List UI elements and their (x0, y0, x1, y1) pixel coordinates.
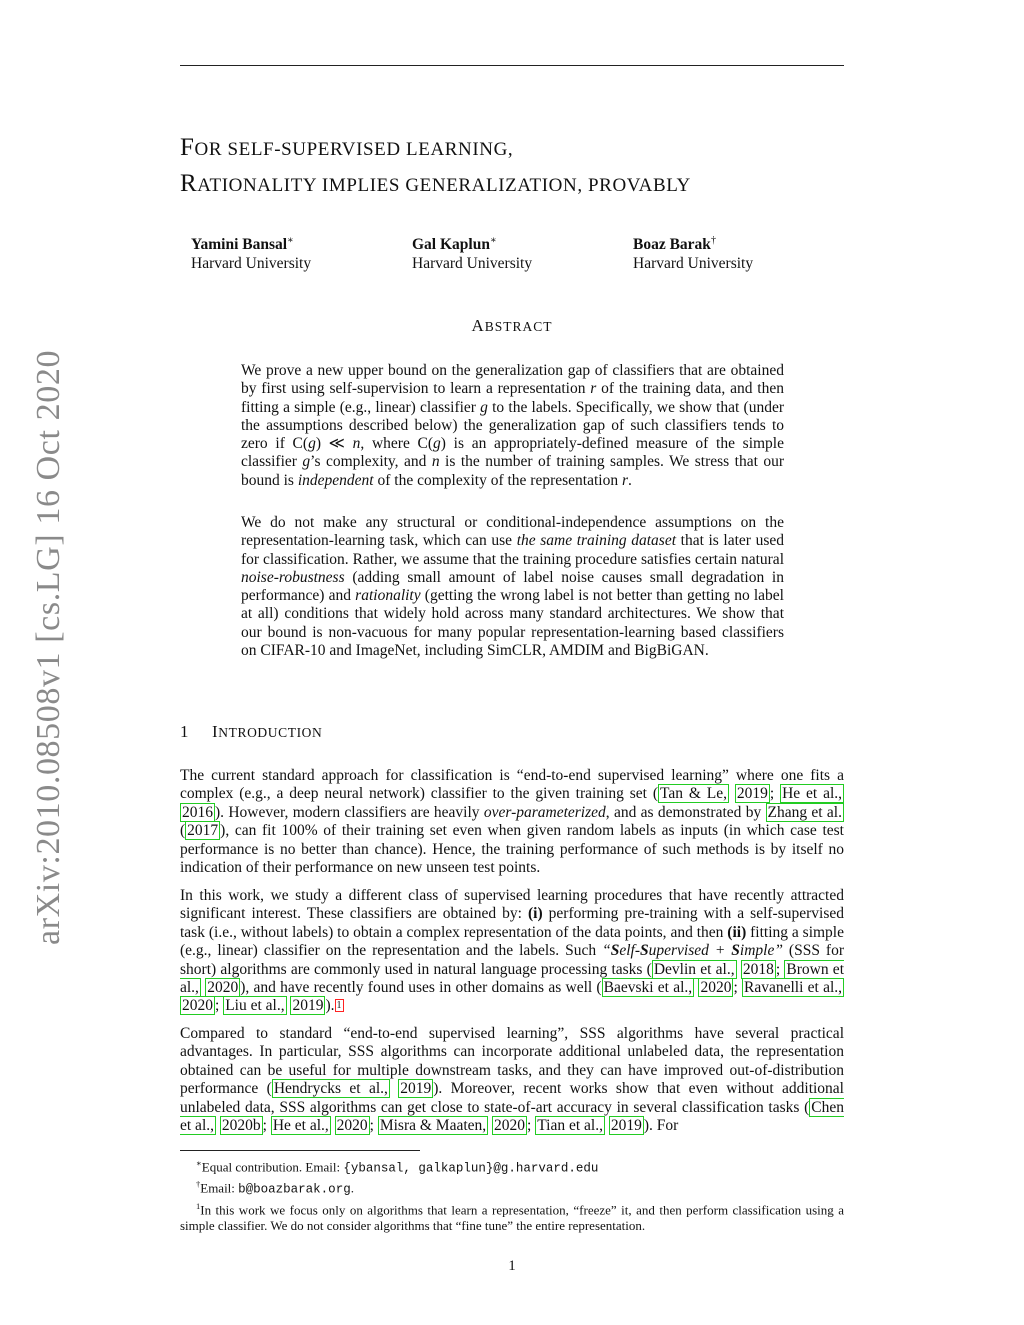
abstract-heading: ABSTRACT (471, 316, 553, 335)
citation-link[interactable]: Tian et al., (537, 1117, 603, 1135)
citation-link[interactable]: 2020 (494, 1117, 526, 1135)
citation-link[interactable]: Devlin et al., (653, 960, 735, 978)
top-rule (180, 65, 844, 66)
page-number: 1 (508, 1258, 516, 1274)
citation-link[interactable]: 2018 (742, 960, 774, 978)
title-line-2: RATIONALITY IMPLIES GENERALIZATION, PROVABLY (180, 170, 691, 197)
citation-link[interactable]: Misra & Maaten, (379, 1117, 487, 1135)
author-2: Gal Kaplun∗ Harvard University (412, 235, 533, 273)
citation-link[interactable]: 2019 (292, 997, 324, 1015)
paper-title (180, 131, 880, 203)
author-3: Boaz Barak† Harvard University (633, 235, 754, 273)
citation-link[interactable]: Zhang et al. (767, 803, 842, 821)
citation-link[interactable]: 2020 (336, 1117, 368, 1135)
intro-paragraph-1: The current standard approach for classification is “end-to-end supervised learning” where one fits a complex (e.g., a deep neural network) classifier to the given training set ( Tan & Le, 2019 ; He et al., 2016 ). However, modern classifiers are heavily over-parameterized, and as demonstrated by Zhang et al. ( 2017 ), can fit 100% of their training set even when given random labels as inputs (in which case test performance is no better than chance). Hence, the training performance of such methods is by itself no indication of their performance on new unseen test points. (180, 767, 844, 877)
author-block (191, 231, 831, 271)
arxiv-stamp: arXiv:2010.08508v1 [cs.LG] 16 Oct 2020 (30, 349, 67, 945)
email-link[interactable]: b@boazbarak.org (238, 1182, 351, 1197)
citation-link[interactable]: 2020b (221, 1117, 261, 1135)
title-line-1: FOR SELF-SUPERVISED LEARNING, (180, 134, 514, 161)
citation-link[interactable]: He et al., (782, 785, 843, 803)
abstract-paragraph-2: We do not make any structural or conditional-independence assumptions on the representation-learning task, which can use the same training dataset that is later used for classification. Rather, we assume that the training procedure satisfies certain natural noise-robustness (adding small amount of label noise causes small degradation in performance) and rationality (getting the wrong label is not better than getting no label at all) conditions that widely hold across many standard architectures. We show that our bound is non-vacuous for many popular representation-learning based classifiers on CIFAR-10 and ImageNet, including SimCLR, AMDIM and BigBiGAN. (241, 514, 784, 660)
intro-paragraph-2: In this work, we study a different class of supervised learning procedures that have recently attracted significant interest. These classifiers are obtained by: (i) performing pre-training with a self-supervised task (i.e., without labels) to obtain a complex representation of the data points, and then (ii) fitting a simple (e.g., linear) classifier on the representation and the labels. Such “Self-Supervised + Simple” (SSS for short) algorithms are commonly used in natural language processing tasks ( Devlin et al., 2018 ; Brown et al., 2020 ), and have recently found uses in other domains as well ( Baevski et al., 2020 ; Ravanelli et al., 2020 ; Liu et al., 2019 ). $^1$ (180, 887, 844, 1015)
intro-paragraph-3: Compared to standard “end-to-end supervised learning”, SSS algorithms have several practical advantages. In particular, SSS algorithms can incorporate additional unlabeled data, the representation obtained can be useful for multiple downstream tasks, and they can have improved out-of-distribution performance ( Hendrycks et al., 2019 ). Moreover, recent works show that even without additional unlabeled data, SSS algorithms can get close to state-of-art accuracy in several classification tasks ( Chen et al., 2020b ; He et al., 2020 ; Misra & Maaten, 2020 ; Tian et al., 2019 ). For (180, 1025, 844, 1135)
citation-link[interactable]: 2020 (182, 997, 213, 1015)
citation-link[interactable]: Brown et al., (180, 960, 844, 997)
citation-link[interactable]: He et al., (272, 1117, 329, 1135)
citation-link[interactable]: 2020 (700, 979, 732, 997)
footnote-email: †Email: b@boazbarak.org. (196, 1179, 354, 1197)
footnote-rule (180, 1150, 420, 1151)
citation-link[interactable]: Tan & Le, (659, 785, 728, 803)
footnote-1: $^1$In this work we focus only on algorithms that learn a representation, “freeze” it, and then perform classification using a simple classifier. We do not consider algorithms that “fine tune” the entire representation. (180, 1200, 844, 1233)
citation-link[interactable]: 2020 (207, 979, 239, 997)
citation-link[interactable]: Chen et al., (180, 1098, 844, 1135)
citation-link[interactable]: 2019 (736, 785, 768, 803)
citation-link[interactable]: 2016 (182, 803, 213, 821)
citation-link[interactable]: 2019 (400, 1080, 432, 1098)
section-heading-introduction: 1 INTRODUCTION (180, 722, 323, 741)
footnote-link[interactable]: 1 (336, 1000, 342, 1012)
citation-link[interactable]: Baevski et al., (603, 979, 693, 997)
citation-link[interactable]: Ravanelli et al., (744, 979, 843, 997)
footnote-equal-contribution: ∗Equal contribution. Email: {ybansal, galkaplun}@g.harvard.edu (196, 1158, 599, 1176)
email-link[interactable]: {ybansal, galkaplun}@g.harvard.edu (343, 1161, 599, 1176)
citation-link[interactable]: Liu et al., (225, 997, 285, 1015)
abstract-paragraph-1: We prove a new upper bound on the generalization gap of classifiers that are obtained by first using self-supervision to learn a representation r of the training data, and then fitting a simple (e.g., linear) classifier g to the labels. Specifically, we show that (under the assumptions described below) the generalization gap of such classifiers tends to zero if C(g) ≪ n, where C(g) is an appropriately-defined measure of the simple classifier g’s complexity, and n is the number of training samples. We stress that our bound is independent of the complexity of the representation r. (241, 362, 785, 489)
citation-link[interactable]: 2017 (187, 822, 219, 840)
citation-link[interactable]: Hendrycks et al., (273, 1080, 388, 1098)
citation-link[interactable]: 2019 (610, 1117, 642, 1135)
footnotes (180, 1155, 844, 1234)
author-1: Yamini Bansal∗ Harvard University (191, 235, 312, 273)
